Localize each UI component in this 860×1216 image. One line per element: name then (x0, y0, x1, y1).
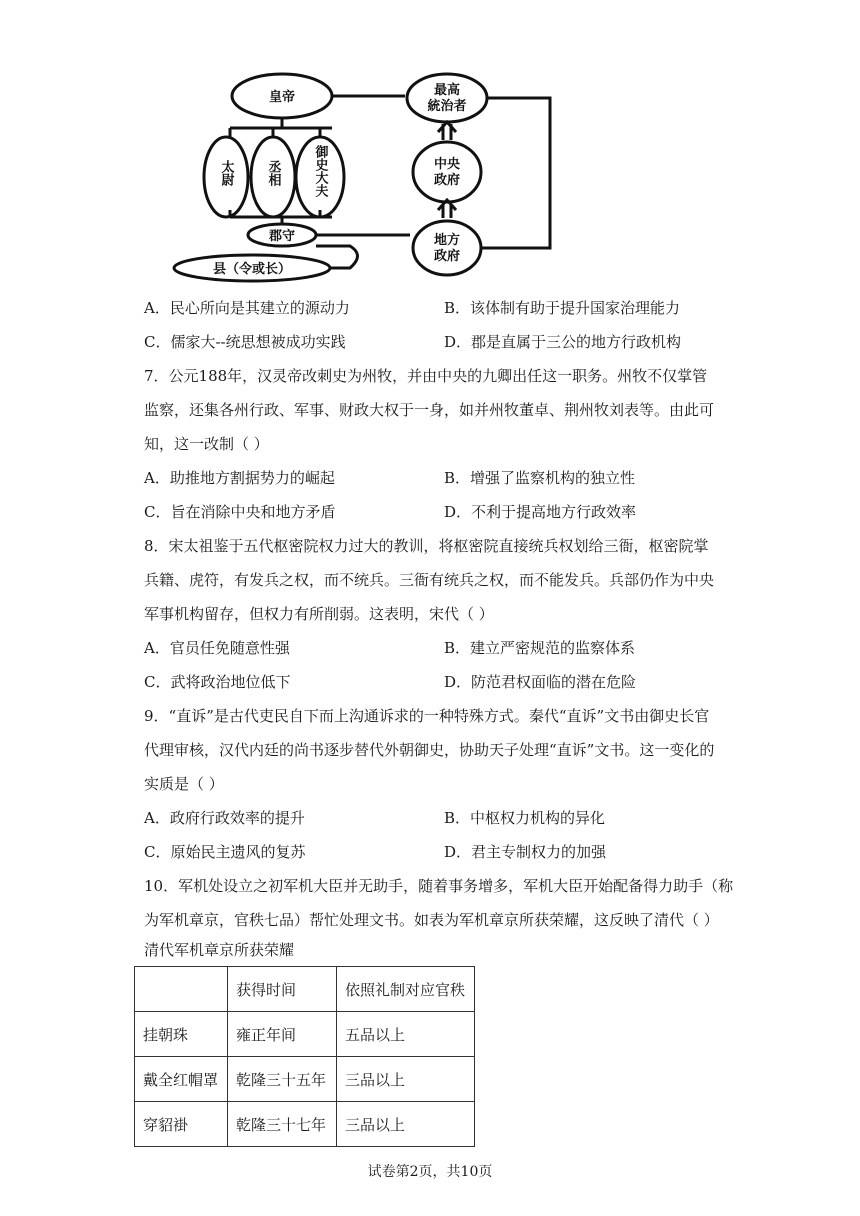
jun-label: 郡守 (268, 229, 296, 244)
highest-ruler-label-1: 最高 (433, 83, 461, 98)
table-header-cell (135, 967, 228, 1012)
q8-option-d: D．防范君权面临的潜在危险 (444, 673, 637, 691)
q9-line-2: 代理审核，汉代内廷的尚书逐步替代外朝御史，协助天子处理“直诉”文书。这一变化的 (144, 741, 715, 759)
q8-line-1: 8．宋太祖鉴于五代枢密院权力过大的教训，将枢密院直接统兵权划给三衙，枢密院掌 (144, 537, 709, 555)
local-gov-node (413, 221, 481, 275)
q9-option-a: A．政府行政效率的提升 (144, 809, 305, 827)
table-cell: 雍正年间 (228, 1012, 337, 1057)
q7-option-d: D．不利于提高地方行政效率 (444, 503, 637, 521)
xian-label: 县（令或长） (212, 262, 292, 277)
q7-line-1: 7．公元188年，汉灵帝改刺史为州牧，并由中央的九卿出任这一职务。州牧不仅掌管 (144, 367, 708, 385)
table-cell: 乾隆三十七年 (228, 1102, 337, 1147)
q8-line-3: 军事机构留存，但权力有所削弱。这表明，宋代（ ） (144, 605, 494, 623)
q8-option-b: B．建立严密规范的监察体系 (444, 639, 636, 657)
central-gov-label-1: 中央 (433, 157, 461, 172)
q7-line-2: 监察，还集各州行政、军事、财政大权于一身，如并州牧董卓、荆州牧刘表等。由此可 (144, 401, 715, 419)
table-header-cell: 依照礼制对应官秩 (337, 967, 475, 1012)
q10-table-caption: 清代军机章京所获荣耀 (144, 941, 295, 959)
q6-option-a: A．民心所向是其建立的源动力 (144, 299, 350, 317)
table-cell: 三品以上 (337, 1057, 475, 1102)
table-cell: 戴全红帽罩 (135, 1057, 228, 1102)
table-cell: 三品以上 (337, 1102, 475, 1147)
q9-option-d: D．君主专制权力的加强 (444, 843, 607, 861)
q8-line-2: 兵籍、虎符，有发兵之权，而不统兵。三衙有统兵之权，而不能发兵。兵部仍作为中央 (144, 571, 715, 589)
table-header-row (135, 967, 475, 1012)
emperor-label: 皇帝 (268, 90, 296, 105)
q7-option-a: A．助推地方割据势力的崛起 (144, 469, 335, 487)
local-gov-label-1: 地方 (433, 233, 461, 248)
q9-option-c: C．原始民主遗风的复苏 (144, 843, 306, 861)
table-cell: 挂朝珠 (135, 1012, 228, 1057)
table-row (135, 1102, 475, 1147)
table-cell: 穿貂褂 (135, 1102, 228, 1147)
table-cell: 乾隆三十五年 (228, 1057, 337, 1102)
q6-option-b: B．该体制有助于提升国家治理能力 (444, 299, 681, 317)
q7-option-b: B．增强了监察机构的独立性 (444, 469, 636, 487)
chengxiang-label: 丞相 (265, 160, 281, 186)
q10-line-1: 10．军机处设立之初军机大臣并无助手，随着事务增多，军机大臣开始配备得力助手（称 (144, 877, 734, 895)
q9-line-3: 实质是（ ） (144, 775, 224, 793)
central-gov-node (413, 142, 481, 202)
local-gov-label-2: 政府 (433, 249, 461, 264)
table-row (135, 1057, 475, 1102)
table-cell: 五品以上 (337, 1012, 475, 1057)
q8-option-a: A．官员任免随意性强 (144, 639, 290, 657)
yushi-label: 御史大夫 (312, 145, 328, 197)
q10-line-2: 为军机章京，官秩七品）帮忙处理文书。如表为军机章京所获荣耀，这反映了清代（ ） (144, 911, 719, 929)
q8-option-c: C．武将政治地位低下 (144, 673, 291, 691)
page-footer: 试卷第2页，共10页 (367, 1164, 493, 1180)
q6-option-d: D．郡是直属于三公的地方行政机构 (444, 333, 682, 351)
table-header-cell: 获得时间 (228, 967, 337, 1012)
q9-option-b: B．中枢权力机构的异化 (444, 809, 606, 827)
q6-option-c: C．儒家大--统思想被成功实践 (144, 333, 346, 351)
highest-ruler-label-2: 統治者 (427, 99, 467, 114)
q9-line-1: 9．“直诉”是古代吏民自下而上沟通诉求的一种特殊方式。秦代“直诉”文书由御史长官 (144, 707, 710, 725)
highest-ruler-node (407, 74, 487, 122)
table-row (135, 1012, 475, 1057)
taiwei-label: 太尉 (218, 160, 234, 186)
central-gov-label-2: 政府 (433, 173, 461, 188)
q7-line-3: 知，这一改制（ ） (144, 435, 269, 453)
honor-table (134, 966, 475, 1147)
government-structure-diagram (160, 70, 580, 290)
q7-option-c: C．旨在消除中央和地方矛盾 (144, 503, 336, 521)
